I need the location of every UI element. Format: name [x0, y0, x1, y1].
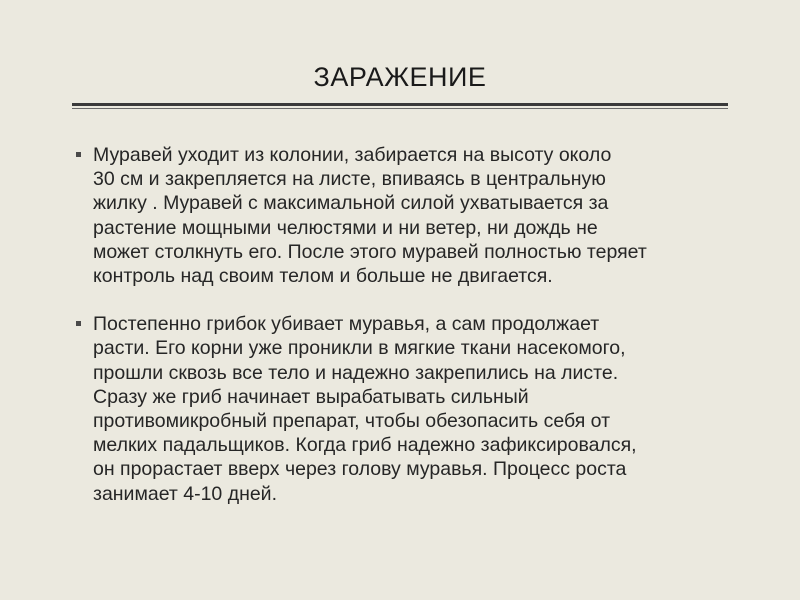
bullet-text: Муравей уходит из колонии, забирается на высоту около 30 см и закрепляется на листе, впиваясь в центральную жилку . Муравей с максимальной силой ухватывается за растение мощными челюстями и ни ветер, ни дождь не может столкнуть его. После этого муравей полностью теряет контроль над своим телом и больше не двигается. — [93, 144, 647, 288]
square-bullet-icon — [76, 152, 81, 157]
title-divider-thin — [72, 108, 728, 109]
square-bullet-icon — [76, 321, 81, 326]
title-divider-thick — [72, 103, 728, 106]
bullet-item — [72, 312, 712, 506]
bullet-list — [72, 143, 712, 530]
bullet-text: Постепенно грибок убивает муравья, а сам продолжает расти. Его корни уже проникли в мягкие ткани насекомого, прошли сквозь все тело и надежно закрепились на листе. Сразу же гриб начинает вырабатывать сильный противомикробный препарат, чтобы обезопасить себя от мелких падальщиков. Когда гриб надежно зафиксировался, он прорастает вверх через голову муравья. Процесс роста занимает 4-10 дней. — [93, 313, 637, 505]
bullet-item — [72, 143, 712, 288]
slide-title: ЗАРАЖЕНИЕ — [313, 62, 487, 92]
